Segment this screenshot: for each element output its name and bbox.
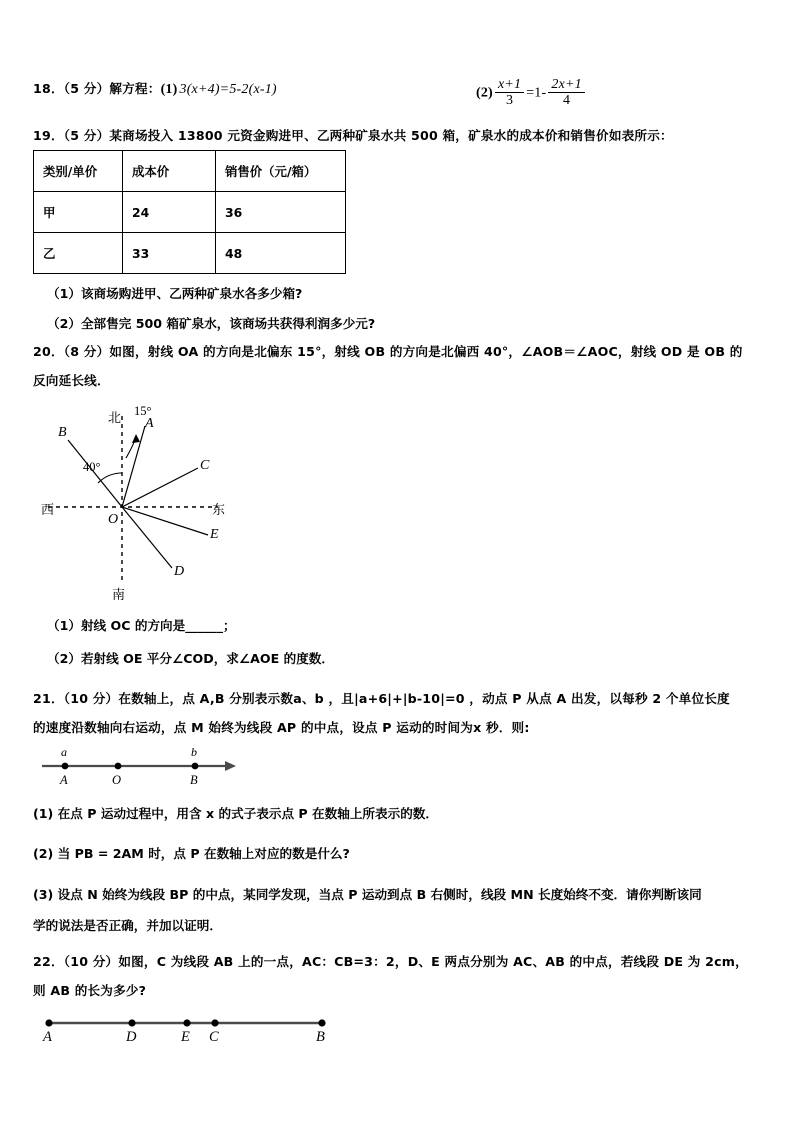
number-line-svg [40, 748, 250, 790]
point-c-label: C [200, 458, 210, 473]
fraction-2x-plus-1-over-4: $\frac{2x+1}{4}$ [548, 77, 584, 108]
table-cell-cost: 24 [123, 192, 216, 233]
question-19-number: 19 [33, 128, 51, 143]
segment-svg [35, 1012, 345, 1052]
question-18-part1-equation: 3(x+4)=5-2(x-1) [179, 82, 277, 97]
table-cell-price: 48 [216, 233, 346, 274]
question-22-score: （10 分） [63, 954, 119, 969]
segment-point-b-label: B [316, 1029, 325, 1045]
point-a-dot [62, 763, 69, 770]
question-22-number: 22 [33, 954, 51, 969]
table-header-category: 类别/单价 [34, 151, 123, 192]
number-line-diagram [40, 745, 250, 790]
axis-arrow-head [225, 761, 236, 771]
question-18-part2-mid: =1- [526, 85, 547, 101]
point-e-dot [183, 1019, 190, 1026]
point-e-label: E [210, 527, 219, 542]
segment-abdec-diagram [35, 1012, 345, 1052]
question-19-text: 某商场投入 13800 元资金购进甲、乙两种矿泉水共 500 箱，矿泉水的成本价和销售价如表所示： [109, 128, 673, 143]
angle-40-label: 40° [83, 460, 101, 474]
question-18-number: 18 [33, 81, 51, 96]
value-a-label: a [61, 745, 67, 759]
table-header-cost: 成本价 [123, 151, 216, 192]
compass-rays-svg [40, 398, 280, 603]
point-o-dot [115, 763, 122, 770]
question-21-text-1: 在数轴上，点 A,B 分别表示数a、b ，且|a+6|+|b-10|=0 ，动点 P 从点 A 出发，以每秒 2 个单位长度 [118, 691, 730, 706]
question-21-score: （10 分） [63, 691, 119, 706]
point-b-label: B [190, 773, 198, 787]
point-b-label: B [58, 425, 67, 440]
point-a-label: A [145, 416, 154, 431]
question-21-sub-1: (1) 在点 P 运动过程中，用含 x 的式子表示点 P 在数轴上所表示的数． [33, 806, 438, 821]
question-18-line: 18．（5 分）解方程：(1) 3(x+4)=5-2(x-1) [33, 81, 277, 97]
question-18-part1-tag: (1) [160, 82, 178, 97]
point-c-dot [211, 1019, 218, 1026]
table-cell-price: 36 [216, 192, 346, 233]
segment-point-e-label: E [181, 1029, 190, 1045]
point-d-dot [128, 1019, 135, 1026]
point-a-dot [45, 1019, 52, 1026]
table-row [34, 233, 346, 274]
fraction-x-plus-1-over-3: $\frac{x+1}{3}$ [495, 77, 524, 108]
segment-point-a-label: A [43, 1029, 52, 1045]
table-row [34, 192, 346, 233]
question-20-number: 20 [33, 344, 51, 359]
question-20-sub-2: （2）若射线 OE 平分∠COD，求∠AOE 的度数． [47, 651, 334, 666]
question-20-score: （8 分） [63, 344, 110, 359]
price-table [33, 150, 346, 274]
question-20-line-1: 20．（8 分）如图，射线 OA 的方向是北偏东 15°，射线 OB 的方向是北偏西 40°，∠AOB＝∠AOC，射线 OD 是 OB 的 [33, 344, 743, 359]
angle-arrow-15-head [132, 434, 140, 443]
question-22-text-2: 则 AB 的长为多少? [33, 983, 147, 998]
question-19-line: 19．（5 分）某商场投入 13800 元资金购进甲、乙两种矿泉水共 500 箱，矿泉水的成本价和销售价如表所示： [33, 128, 673, 143]
question-21-text-2: 的速度沿数轴向右运动，点 M 始终为线段 AP 的中点，设点 P 运动的时间为x 秒．则: [33, 720, 530, 735]
question-20-text-1: 如图，射线 OA 的方向是北偏东 15°，射线 OB 的方向是北偏西 40°，∠AOB＝∠AOC，射线 OD 是 OB 的 [109, 344, 743, 359]
question-18-part2 [476, 78, 587, 109]
west-label: 西 [41, 503, 55, 518]
compass-rays-diagram [40, 398, 280, 603]
question-21-sub-3-cont: 学的说法是否正确，并加以证明． [33, 918, 222, 933]
question-19-sub-2: （2）全部售完 500 箱矿泉水，该商场共获得利润多少元? [47, 316, 376, 331]
question-20-text-2: 反向延长线． [33, 373, 110, 388]
table-header-row [34, 151, 346, 192]
question-21-number: 21 [33, 691, 51, 706]
east-label: 东 [212, 503, 226, 518]
question-19-sub-1: （1）该商场购进甲、乙两种矿泉水各多少箱? [47, 286, 303, 301]
point-d-label: D [174, 564, 185, 579]
question-18-prompt: 解方程： [109, 81, 161, 96]
table-cell-cost: 33 [123, 233, 216, 274]
segment-point-c-label: C [209, 1029, 219, 1045]
question-18-part2-tag: (2) [476, 85, 493, 101]
question-19-score: （5 分） [63, 128, 110, 143]
table-cell-category: 甲 [34, 192, 123, 233]
south-label: 南 [112, 588, 126, 603]
question-22-line-1: 22．（10 分）如图，C 为线段 AB 上的一点，AC：CB=3：2，D、E 两点分别为 AC、AB 的中点，若线段 DE 为 2cm， [33, 954, 748, 969]
ray-oc [122, 468, 198, 507]
north-label: 北 [108, 411, 122, 426]
question-20-sub-1: （1）射线 OC 的方向是______； [47, 618, 236, 633]
question-18-score: （5 分） [63, 81, 110, 96]
angle-15-label: 15° [134, 404, 152, 418]
ray-od [122, 507, 172, 568]
point-b-dot [318, 1019, 325, 1026]
ray-oe [122, 507, 208, 535]
segment-point-d-label: D [126, 1029, 137, 1045]
table-cell-category: 乙 [34, 233, 123, 274]
question-21-sub-3: (3) 设点 N 始终为线段 BP 的中点，某同学发现，当点 P 运动到点 B 右侧时，线段 MN 长度始终不变．请你判断该同 [33, 887, 702, 902]
point-a-label: A [60, 773, 68, 787]
ray-oa [122, 426, 145, 507]
question-21-sub-2: (2) 当 PB = 2AM 时，点 P 在数轴上对应的数是什么? [33, 846, 350, 861]
value-b-label: b [191, 745, 197, 759]
point-b-dot [192, 763, 199, 770]
point-o-label: O [112, 773, 122, 787]
question-22-text-1: 如图，C 为线段 AB 上的一点，AC：CB=3：2，D、E 两点分别为 AC、AB 的中点，若线段 DE 为 2cm， [118, 954, 748, 969]
question-21-line-1: 21．（10 分）在数轴上，点 A,B 分别表示数a、b ，且|a+6|+|b-10|=0 ，动点 P 从点 A 出发，以每秒 2 个单位长度 [33, 691, 730, 706]
point-o-label: O [108, 512, 119, 527]
table-header-price: 销售价（元/箱） [216, 151, 346, 192]
